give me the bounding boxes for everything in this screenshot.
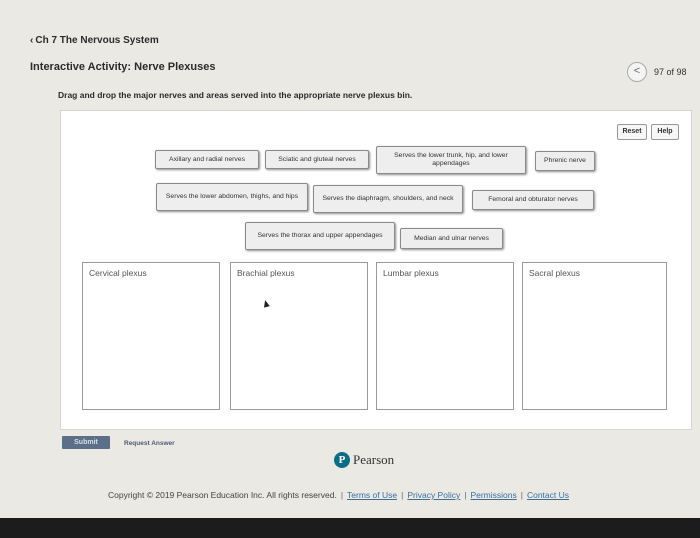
back-link[interactable]	[30, 35, 159, 46]
chevron-left-icon: ‹	[30, 35, 34, 46]
bin-brachial-plexus[interactable]	[230, 262, 368, 410]
bin-label: Sacral plexus	[529, 268, 581, 278]
bottom-bar	[0, 518, 700, 538]
bin-label: Cervical plexus	[89, 268, 147, 278]
bin-cervical-plexus[interactable]	[82, 262, 220, 410]
bin-label: Lumbar plexus	[383, 268, 439, 278]
draggable-lower-trunk[interactable]: Serves the lower trunk, hip, and lower appendages	[376, 146, 526, 174]
pearson-logo-icon: P	[334, 452, 350, 468]
pearson-logo	[334, 452, 394, 468]
draggable-diaphragm[interactable]: Serves the diaphragm, shoulders, and neck	[313, 185, 463, 213]
bin-sacral-plexus[interactable]	[522, 262, 667, 410]
draggable-phrenic[interactable]: Phrenic nerve	[535, 151, 595, 171]
footer: Copyright © 2019 Pearson Education Inc. All rights reserved. | Terms of Use | Privacy Policy | Permissions | Contact Us	[108, 490, 570, 500]
activity-title: Interactive Activity: Nerve Plexuses	[30, 61, 216, 73]
draggable-median-ulnar[interactable]: Median and ulnar nerves	[400, 228, 503, 249]
draggable-axillary-radial[interactable]: Axillary and radial nerves	[155, 150, 259, 169]
draggable-lower-abdomen[interactable]: Serves the lower abdomen, thighs, and hips	[156, 183, 308, 211]
back-link-label: Ch 7 The Nervous System	[35, 35, 159, 46]
bin-lumbar-plexus[interactable]	[376, 262, 514, 410]
permissions-link[interactable]: Permissions	[470, 490, 517, 500]
help-button[interactable]: Help	[651, 124, 679, 140]
draggable-femoral-obturator[interactable]: Femoral and obturator nerves	[472, 190, 594, 210]
bin-label: Brachial plexus	[237, 268, 295, 278]
instructions: Drag and drop the major nerves and areas served into the appropriate nerve plexus bin.	[58, 90, 413, 100]
pearson-wordmark: Pearson	[353, 452, 395, 467]
copyright-text: Copyright © 2019 Pearson Education Inc. All rights reserved.	[108, 490, 337, 500]
contact-us-link[interactable]: Contact Us	[526, 490, 570, 500]
submit-button[interactable]: Submit	[62, 436, 110, 449]
previous-page-button[interactable]: <	[627, 62, 647, 82]
terms-of-use-link[interactable]: Terms of Use	[347, 490, 398, 500]
reset-button[interactable]: Reset	[617, 124, 647, 140]
privacy-policy-link[interactable]: Privacy Policy	[407, 490, 461, 500]
draggable-thorax[interactable]: Serves the thorax and upper appendages	[245, 222, 395, 250]
draggable-sciatic-gluteal[interactable]: Sciatic and gluteal nerves	[265, 150, 369, 169]
request-answer-link[interactable]: Request Answer	[124, 440, 175, 447]
page-counter: 97 of 98	[654, 67, 687, 77]
